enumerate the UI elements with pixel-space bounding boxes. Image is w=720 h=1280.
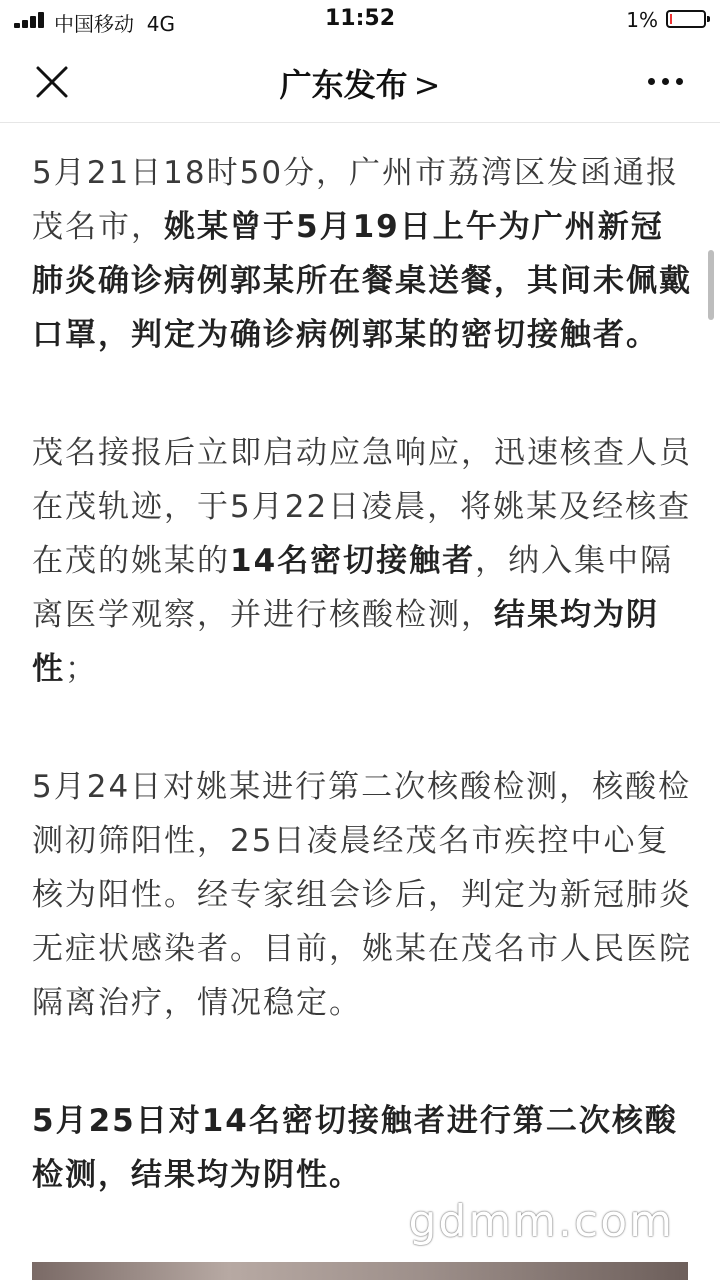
article-paragraph: 5月21日18时50分，广州市荔湾区发函通报茂名市，姚某曾于5月19日上午为广州新冠肺炎确诊病例郭某所在餐桌送餐，其间未佩戴口罩，判定为确诊病例郭某的密切接触者。 <box>32 155 692 353</box>
account-name: 广东发布 <box>279 66 408 104</box>
more-icon <box>648 78 655 85</box>
bold-text: 14名密切接触者 <box>230 543 476 579</box>
bold-text: 结果均为阴性 <box>32 597 659 687</box>
account-title[interactable] <box>0 60 720 106</box>
article-paragraph: 茂名接报后立即启动应急响应，迅速核查人员在茂轨迹，于5月22日凌晨，将姚某及经核查在茂的姚某的14名密切接触者，纳入集中隔离医学观察，并进行核酸检测，结果均为阴性； <box>32 435 692 687</box>
scrollbar[interactable] <box>708 250 714 320</box>
chevron-right-icon: > <box>413 66 441 104</box>
network-type: 4G <box>146 12 175 36</box>
battery-percent: 1% <box>626 8 658 32</box>
battery-icon <box>666 10 706 28</box>
watermark: gdmm.com <box>408 1196 674 1247</box>
article-paragraph <box>32 1094 692 1202</box>
article-image <box>32 1262 688 1280</box>
bold-text: 姚某曾于5月19日上午为广州新冠肺炎确诊病例郭某所在餐桌送餐，其间未佩戴口罩，判定为确诊病例郭某的密切接触者。 <box>32 209 692 353</box>
carrier-label: 中国移动 4G <box>54 12 175 36</box>
bold-text: 5月25日对14名密切接触者进行第二次核酸检测，结果均为阴性。 <box>32 1103 678 1193</box>
status-time: 11:52 <box>324 6 396 31</box>
navigation-bar <box>0 40 720 123</box>
more-button[interactable] <box>646 70 686 90</box>
status-bar <box>0 0 720 40</box>
article-body <box>32 146 692 1266</box>
article-paragraph: 5月24日对姚某进行第二次核酸检测，核酸检测初筛阳性，25日凌晨经茂名市疾控中心复核为阳性。经专家组会诊后，判定为新冠肺炎无症状感染者。目前，姚某在茂名市人民医院隔离治疗，情况稳定。 <box>32 769 692 1021</box>
